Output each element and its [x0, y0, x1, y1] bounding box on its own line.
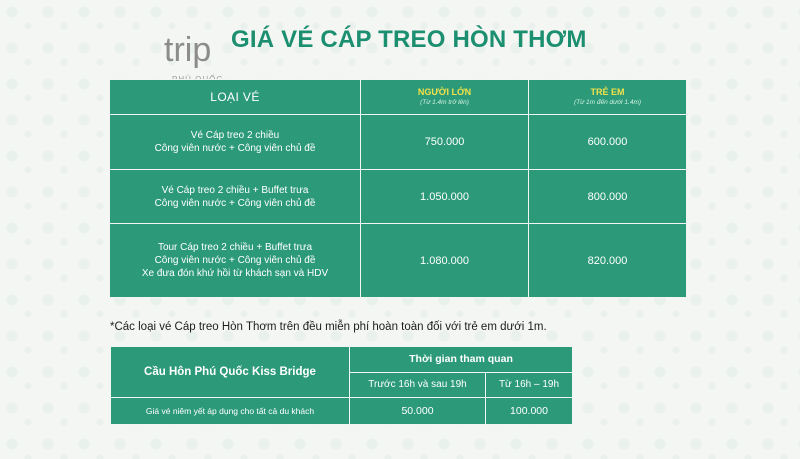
ticket-type-cell — [110, 170, 361, 224]
header-child-note: (Từ 1m đến dưới 1.4m) — [573, 99, 642, 106]
kiss-bridge-name: Cầu Hôn Phú Quốc Kiss Bridge — [111, 347, 350, 398]
logo-main-text: trip — [164, 31, 212, 69]
adult-price-cell: 1.050.000 — [361, 170, 529, 224]
header-adult — [361, 80, 529, 115]
ticket-line: Tour Cáp treo 2 chiều + Buffet trưa — [157, 242, 313, 253]
kiss-price-row — [111, 398, 573, 425]
header-adult-note: (Từ 1.4m trở lên) — [420, 99, 469, 106]
page-title: GIÁ VÉ CÁP TREO HÒN THƠM — [231, 26, 587, 53]
child-price-cell: 600.000 — [529, 115, 687, 170]
ticket-line: Xe đưa đón khứ hồi từ khách sạn và HDV — [141, 268, 329, 279]
visit-time-header: Thời gian tham quan — [350, 347, 573, 373]
header-child — [529, 80, 687, 115]
header-child-label: TRẺ EM — [590, 87, 625, 97]
time-slot-off-peak: Trước 16h và sau 19h — [350, 372, 486, 398]
ticket-line: Vé Cáp treo 2 chiều + Buffet trưa — [161, 184, 309, 196]
table-header-row — [110, 80, 687, 115]
ticket-line: Công viên nước + Công viên chủ đề — [154, 255, 316, 266]
ticket-line: Vé Cáp treo 2 chiều — [190, 130, 280, 141]
children-free-note: *Các loại vé Cáp treo Hòn Thơm trên đều miễn phí hoàn toàn đối với trẻ em dưới 1m. — [110, 321, 547, 333]
ticket-price-table — [109, 79, 687, 298]
ticket-type-cell — [110, 224, 361, 298]
table-row — [110, 170, 687, 224]
price-description: Giá vé niêm yết áp dụng cho tất cả du khách — [111, 398, 350, 425]
ticket-line: Công viên nước + Công viên chủ đề — [154, 143, 316, 154]
kiss-header-row — [111, 347, 573, 373]
header-adult-label: NGƯỜI LỚN — [417, 87, 472, 97]
table-row — [110, 115, 687, 170]
adult-price-cell: 1.080.000 — [361, 224, 529, 298]
ticket-type-cell — [110, 115, 361, 170]
kiss-bridge-table — [110, 346, 573, 425]
header-ticket-type: LOẠI VÉ — [110, 80, 361, 115]
child-price-cell: 820.000 — [529, 224, 687, 298]
child-price-cell: 800.000 — [529, 170, 687, 224]
time-slot-peak: Từ 16h – 19h — [486, 372, 573, 398]
ticket-line: Công viên nước + Công viên chủ đề — [154, 197, 316, 209]
table-row — [110, 224, 687, 298]
price-peak: 100.000 — [486, 398, 573, 425]
price-off-peak: 50.000 — [350, 398, 486, 425]
adult-price-cell: 750.000 — [361, 115, 529, 170]
